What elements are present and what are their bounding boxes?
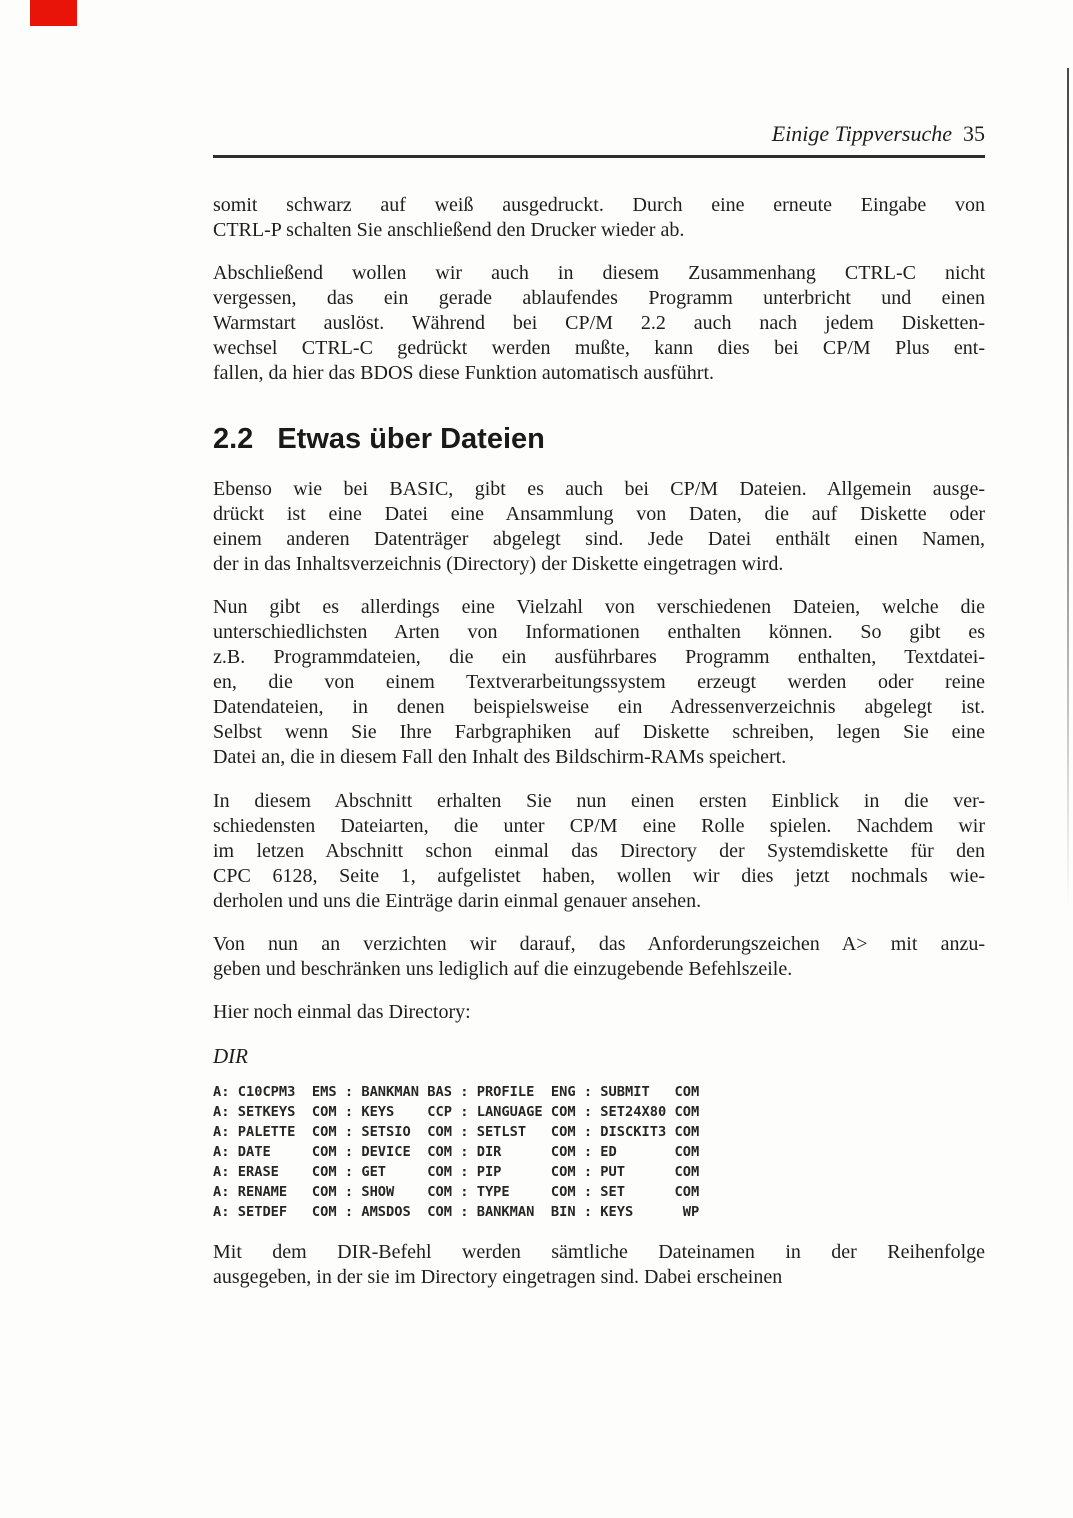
section-heading (213, 422, 985, 456)
section-number: 2.2 (213, 423, 254, 455)
red-annotation-marker (30, 0, 77, 26)
running-header (213, 121, 985, 147)
text-line: ausgegeben, in der sie im Directory eingetragen sind. Dabei erscheinen (213, 1266, 783, 1288)
text-line: Abschließend wollen wir auch in diesem Zusammenhang CTRL-C nicht (213, 262, 985, 284)
text-line: Selbst wenn Sie Ihre Farbgraphiken auf Diskette schreiben, legen Sie eine (213, 721, 985, 743)
text-line: A: RENAME COM : SHOW COM : TYPE COM : SET COM (213, 1184, 700, 1200)
text-line: Datendateien, in denen beispielsweise ein Adressenverzeichnis abgelegt ist. (213, 696, 985, 718)
text-line: A: ERASE COM : GET COM : PIP COM : PUT COM (213, 1164, 700, 1180)
paragraph-anforderungszeichen (213, 932, 985, 982)
text-line: vergessen, das ein gerade ablaufendes Programm unterbricht und einen (213, 287, 985, 309)
text-line: unterschiedlichsten Arten von Informationen enthalten können. So gibt es (213, 621, 985, 643)
running-header-title: Einige Tippversuche (771, 121, 952, 146)
text-line: Ebenso wie bei BASIC, gibt es auch bei CP/M Dateien. Allgemein ausge- (213, 478, 985, 500)
text-line: schiedensten Dateiarten, die unter CP/M eine Rolle spielen. Nachdem wir (213, 815, 985, 837)
text-line: A: SETDEF COM : AMSDOS COM : BANKMAN BIN : KEYS WP (213, 1204, 700, 1220)
text-line: z.B. Programmdateien, die ein ausführbares Programm enthalten, Textdatei- (213, 646, 985, 668)
text-line: Hier noch einmal das Directory: (213, 1001, 471, 1023)
text-line: A: DATE COM : DEVICE COM : DIR COM : ED COM (213, 1144, 700, 1160)
text-line: fallen, da hier das BDOS diese Funktion automatisch ausführt. (213, 362, 715, 384)
text-line: A: SETKEYS COM : KEYS CCP : LANGUAGE COM : SET24X80 COM (213, 1104, 700, 1120)
text-line: Nun gibt es allerdings eine Vielzahl von verschiedenen Dateien, welche die (213, 596, 985, 618)
text-line: der in das Inhaltsverzeichnis (Directory) der Diskette eingetragen wird. (213, 553, 784, 575)
text-line: A: C10CPM3 EMS : BANKMAN BAS : PROFILE ENG : SUBMIT COM (213, 1084, 700, 1100)
paragraph-dir-befehl (213, 1240, 985, 1290)
text-line: einem anderen Datenträger abgelegt sind. Jede Datei enthält einen Namen, (213, 528, 985, 550)
paragraph-dateiarten (213, 595, 985, 770)
text-line: drückt ist eine Datei eine Ansammlung von Daten, die auf Diskette oder (213, 503, 985, 525)
text-line: In diesem Abschnitt erhalten Sie nun einen ersten Einblick in die ver- (213, 790, 985, 812)
text-line: en, die von einem Textverarbeitungssystem erzeugt werden oder reine (213, 671, 985, 693)
text-line: wechsel CTRL-C gedrückt werden mußte, kann dies bei CP/M Plus ent- (213, 337, 985, 359)
paragraph-ctrl-c (213, 261, 985, 386)
page-number: 35 (963, 121, 985, 146)
page-edge-scan-line (1067, 68, 1069, 908)
directory-listing (213, 1082, 985, 1222)
dir-command-label: DIR (213, 1044, 248, 1068)
paragraph-abschnitt (213, 789, 985, 914)
text-line: A: PALETTE COM : SETSIO COM : SETLST COM : DISCKIT3 COM (213, 1124, 700, 1140)
section-title: Etwas über Dateien (277, 423, 545, 455)
text-line: derholen und uns die Einträge darin einmal genauer ansehen. (213, 890, 702, 912)
text-line: im letzen Abschnitt schon einmal das Directory der Systemdiskette für den (213, 840, 985, 862)
text-line: CTRL-P schalten Sie anschließend den Drucker wieder ab. (213, 219, 685, 241)
text-line: Von nun an verzichten wir darauf, das Anforderungszeichen A> mit anzu- (213, 933, 985, 955)
text-line: CPC 6128, Seite 1, aufgelistet haben, wollen wir dies jetzt nochmals wie- (213, 865, 985, 887)
text-line: Mit dem DIR-Befehl werden sämtliche Dateinamen in der Reihenfolge (213, 1241, 985, 1263)
text-line: geben und beschränken uns lediglich auf die einzugebende Befehlszeile. (213, 958, 793, 980)
paragraph-directory-lead (213, 1000, 985, 1025)
text-line: Warmstart auslöst. Während bei CP/M 2.2 auch nach jedem Disketten- (213, 312, 985, 334)
text-line: somit schwarz auf weiß ausgedruckt. Durch eine erneute Eingabe von (213, 194, 985, 216)
paragraph-ctrl-p (213, 193, 985, 243)
header-rule (213, 155, 985, 158)
text-line: Datei an, die in diesem Fall den Inhalt des Bildschirm-RAMs speichert. (213, 746, 787, 768)
paragraph-dateien-intro (213, 477, 985, 577)
